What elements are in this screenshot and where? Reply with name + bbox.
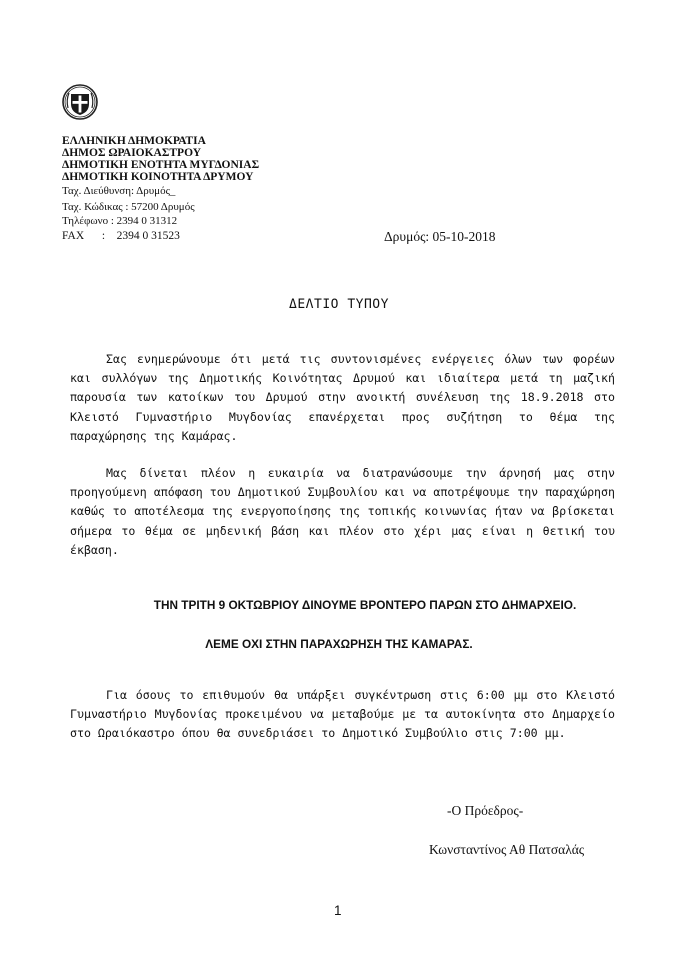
paragraph-text: Μας δίνεται πλέον η ευκαιρία να διατρανώσουμε την άρνησή μας στην προηγούμενη απόφαση του Δημοτικού Συμβουλίου και να αποτρέψουμε την παραχώρηση καθώς το αποτέλεσμα της ενεργοποίησης της τοπικής κοινωνίας ήταν να βρίσκεται σήμερα το θέμα σε μηδενική βάση και πλέον στο χέρι μας είναι η θετική του έκβαση.	[70, 466, 615, 557]
letterhead-line: ΔΗΜΟΣ ΩΡΑΙΟΚΑΣΤΡΟΥ	[62, 147, 202, 159]
document-title: ΔΕΛΤΙΟ ΤΥΠΟΥ	[289, 297, 389, 312]
letterhead-line: ΕΛΛΗΝΙΚΗ ΔΗΜΟΚΡΑΤΙΑ	[62, 135, 206, 147]
paragraph-1	[70, 350, 615, 446]
greek-coat-of-arms-icon	[60, 82, 100, 122]
letterhead-line: ΔΗΜΟΤΙΚΗ ΕΝΟΤΗΤΑ ΜΥΓΔΟΝΙΑΣ	[62, 159, 260, 171]
fax-label: FAX	[62, 230, 85, 242]
document-date: Δρυμός: 05-10-2018	[384, 229, 496, 244]
paragraph-text: Σας ενημερώνουμε ότι μετά τις συντονισμένες ενέργειες όλων των φορέων και συλλόγων της Δημοτικής Κοινότητας Δρυμού και ιδιαίτερα μετά τη μαζική παρουσία των κατοίκων του Δρυμού στην ανοικτή συνέλευση της 18.9.2018 στο Κλειστό Γυμναστήριο Μυγδονίας επανέρχεται προς συζήτηση το θέμα της παραχώρησης της Καμάρας.	[70, 352, 615, 443]
paragraph-2	[70, 464, 615, 560]
paragraph-text: Για όσους το επιθυμούν θα υπάρξει συγκέντρωση στις 6:00 μμ στο Κλειστό Γυμναστήριο Μυγδονίας προκειμένου να μεταβούμε με τα αυτοκίνητα στο Δημαρχείο στο Ωραιόκαστρο όπου θα συνεδριάσει το Δημοτικό Συμβούλιο στις 7:00 μμ.	[70, 688, 615, 741]
letterhead	[62, 135, 259, 227]
fax-value: : 2394 0 31523	[101, 230, 180, 242]
page-number: 1	[334, 903, 342, 918]
emphasis-line-1: ΤΗΝ ΤΡΙΤΗ 9 ΟΚΤΩΒΡΙΟΥ ΔΙΝΟΥΜΕ ΒΡΟΝΤΕΡΟ ΠΑΡΩΝ ΣΤΟ ΔΗΜΑΡΧΕΙΟ.	[153, 598, 577, 612]
paragraph-3	[70, 686, 615, 744]
fax-line	[62, 230, 180, 242]
phone-line: Τηλέφωνο : 2394 0 31312	[62, 215, 178, 227]
letterhead-line: ΔΗΜΟΤΙΚΗ ΚΟΙΝΟΤΗΤΑ ΔΡΥΜΟΥ	[62, 171, 254, 183]
signature-role: -Ο Πρόεδρος-	[447, 803, 524, 818]
postal-code-line: Ταχ. Κώδικας : 57200 Δρυμός	[62, 201, 195, 213]
address-line: Ταχ. Διεύθυνση: Δρυμός_	[62, 185, 176, 197]
signature-name: Κωνσταντίνος Αθ Πατσαλάς	[429, 842, 585, 857]
emphasis-line-2: ΛΕΜΕ ΟΧΙ ΣΤΗΝ ΠΑΡΑΧΩΡΗΣΗ ΤΗΣ ΚΑΜΑΡΑΣ.	[205, 637, 473, 651]
